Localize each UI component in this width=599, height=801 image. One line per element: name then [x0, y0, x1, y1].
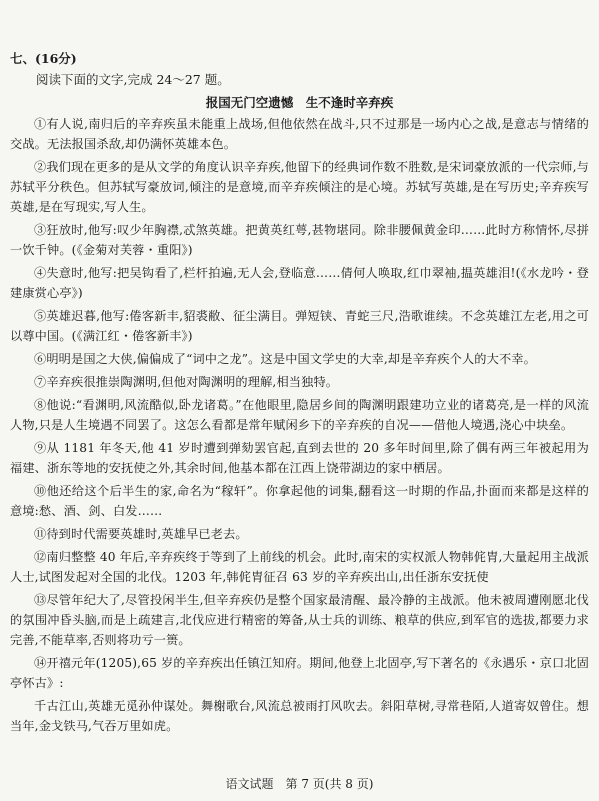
article-title: 报国无门空遗憾 生不逢时辛弃疾 — [205, 95, 394, 110]
paragraph-12: ⑫南归整整 40 年后,辛弃疾终于等到了上前线的机会。此时,南宋的实权派人物韩侂胄,大量起用主战派人士,试图发起对全国的北伐。1203 年,韩侂胄征召 63 岁的辛弃疾出山,出任浙东安抚使 — [10, 550, 589, 584]
paragraph-11: ⑪待到时代需要英雄时,英雄早已老去。 — [34, 527, 248, 541]
section-heading: 七、(16分) — [10, 51, 77, 66]
paragraph-2: ②我们现在更多的是从文学的角度认识辛弃疾,他留下的经典词作数不胜数,是宋词豪放派的一代宗师,与苏轼平分秩色。但苏轼写豪放词,倾注的是意境,而辛弃疾倾注的是心境。苏轼写英雄,是在写历史;辛弃疾写英雄,是在写现实,写人生。 — [10, 160, 589, 214]
reading-instruction: 阅读下面的文字,完成 24～27 题。 — [36, 72, 230, 87]
article-body — [10, 114, 589, 739]
paragraph-1: ①有人说,南归后的辛弃疾虽未能重上战场,但他依然在战斗,只不过那是一场内心之战,是意志与情绪的交战。无法报国杀敌,却仍满怀英雄本色。 — [10, 117, 589, 151]
paragraph-7: ⑦辛弃疾很推崇陶渊明,但他对陶渊明的理解,相当独特。 — [34, 375, 339, 389]
page-footer: 语文试题 第 7 页(共 8 页) — [225, 777, 374, 791]
paragraph-8: ⑧他说:“看渊明,风流酷似,卧龙诸葛。”在他眼里,隐居乡间的陶渊明跟建功立业的诸葛亮,是一样的风流人物,只是人生境遇不同罢了。这怎么看都是常年赋闲乡下的辛弃疾的自况——借他人境遇,浇心中块垒。 — [10, 398, 589, 432]
paragraph-10: ⑩他还给这个后半生的家,命名为“稼轩”。你拿起他的词集,翻看这一时期的作品,扑面而来都是这样的意境:愁、酒、剑、白发…… — [10, 484, 589, 518]
poem-quote: 千古江山,英雄无觅孙仲谋处。舞榭歌台,风流总被雨打风吹去。斜阳草树,寻常巷陌,人道寄奴曾住。想当年,金戈铁马,气吞万里如虎。 — [10, 699, 589, 733]
paragraph-3: ③狂放时,他写:叹少年胸襟,忒煞英雄。把黄英红萼,甚物堪同。除非腰佩黄金印……此时方称情怀,尽拼一饮千钟。(《金菊对芙蓉・重阳》) — [10, 223, 589, 257]
paragraph-4: ④失意时,他写:把吴钩看了,栏杆拍遍,无人会,登临意……倩何人唤取,红巾翠袖,揾英雄泪!(《水龙吟・登建康赏心亭》) — [10, 266, 589, 300]
paragraph-5: ⑤英雄迟暮,他写:倦客新丰,貂裘敝、征尘满目。弹短铗、青蛇三尺,浩歌谁续。不念英雄江左老,用之可以尊中国。(《满江红・倦客新丰》) — [10, 309, 589, 343]
paragraph-6: ⑥明明是国之大侠,偏偏成了“词中之龙”。这是中国文学史的大幸,却是辛弃疾个人的大不幸。 — [34, 352, 536, 366]
paragraph-9: ⑨从 1181 年冬天,他 41 岁时遭到弹劾罢官起,直到去世的 20 多年时间里,除了偶有两三年被起用为福建、浙东等地的安抚使之外,其余时间,他基本都在江西上饶带湖边的家中栖居。 — [10, 441, 589, 475]
paragraph-14: ⑭开禧元年(1205),65 岁的辛弃疾出任镇江知府。期间,他登上北固亭,写下著名的《永遇乐・京口北固亭怀古》: — [10, 656, 589, 690]
paragraph-13: ⑬尽管年纪大了,尽管投闲半生,但辛弃疾仍是整个国家最清醒、最冷静的主战派。他未被周遭刚愿北伐的氛围冲昏头脑,而是上疏建言,北伐应进行精密的筹备,从士兵的训练、粮草的供应,到军官的选拔,都要力求完善,不能草率,否则将功亏一篑。 — [10, 593, 589, 647]
